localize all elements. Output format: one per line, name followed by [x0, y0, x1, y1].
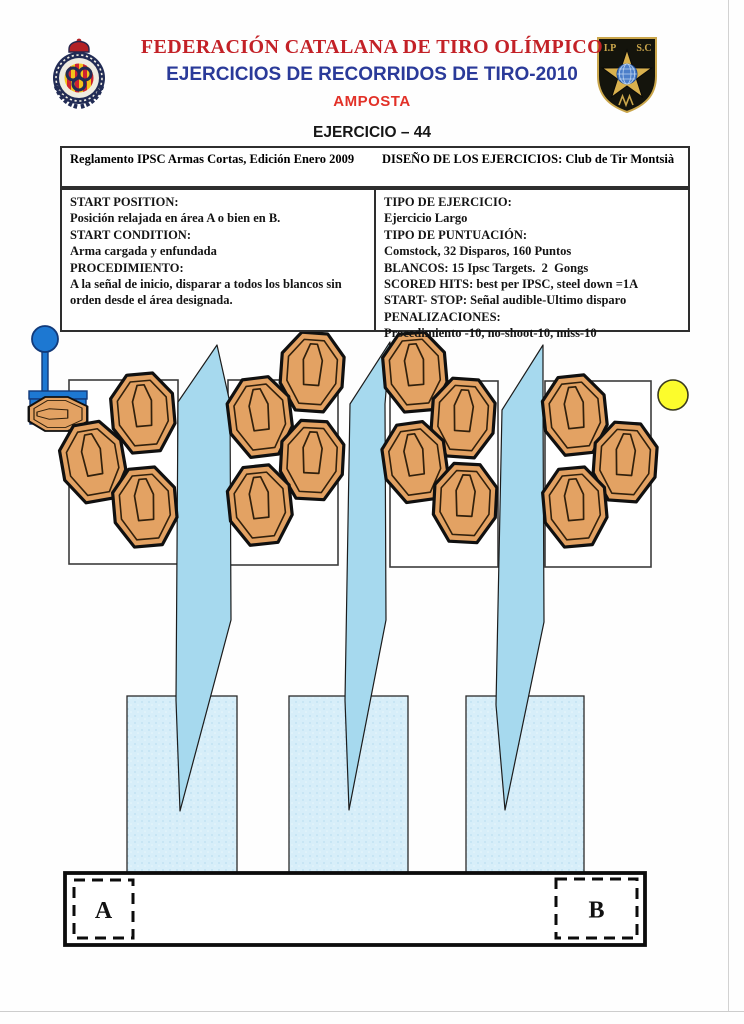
barrier-pillar [466, 696, 584, 873]
info-text-line: Ejercicio Largo [384, 211, 468, 226]
info-text-line: TIPO DE EJERCICIO: [384, 195, 512, 209]
start-area-label-B: B [588, 897, 605, 924]
scan-edge-bottom [0, 1011, 744, 1012]
regulation-box [60, 146, 690, 188]
info-text-line: START- STOP: Señal audible-Ultimo disparo [384, 293, 627, 308]
gong-stand-stem [42, 350, 48, 394]
info-text-line: SCORED HITS: best per IPSC, steel down =1A [384, 277, 639, 292]
designer-text: DISEÑO DE LOS EJERCICIOS: Club de Tir Montsià [382, 152, 675, 166]
scan-edge-right [728, 0, 729, 1012]
info-text-line: START CONDITION: [70, 227, 191, 242]
regulation-text: Reglamento IPSC Armas Cortas, Edición Enero 2009 [70, 152, 355, 166]
info-text-line: Comstock, 32 Disparos, 160 Puntos [384, 244, 572, 259]
federacio-catalana-emblem [47, 28, 111, 112]
stage-details-box [60, 188, 690, 341]
info-text-line: Posición relajada en área A o bien en B. [70, 211, 281, 226]
start-details-column [70, 194, 370, 309]
ipsc-letters-left: I.P [603, 43, 617, 54]
info-text-line: PROCEDIMIENTO: [70, 260, 184, 275]
info-text-line: orden desde el área designada. [70, 293, 233, 308]
exercise-title: EJERCICIO – 44 [312, 124, 432, 141]
info-text-line: START POSITION: [70, 195, 179, 209]
start-area-label-A: A [94, 898, 113, 924]
steel-gong-yellow [658, 380, 688, 410]
steel-gong-blue [32, 326, 58, 352]
info-text-line: BLANCOS: 15 Ipsc Targets. 2 Gongs [384, 260, 589, 275]
crown-icon [69, 42, 89, 53]
info-text-line: A la señal de inicio, disparar a todos los blancos sin [70, 277, 342, 292]
scoring-details-column [384, 194, 682, 342]
ipsc-letters-right: S.C [636, 43, 652, 54]
info-text-line: Procedimiento -10, no-shoot-10, miss-10 [384, 326, 597, 341]
shooting-area-base [65, 873, 645, 945]
federation-title: FEDERACIÓN CATALANA DE TIRO OLÍMPICO [140, 36, 604, 58]
info-text-line: PENALIZACIONES: [384, 309, 501, 324]
location-title: AMPOSTA [333, 93, 411, 110]
info-text-line: Arma cargada y enfundada [70, 244, 217, 259]
column-divider [374, 190, 376, 330]
info-text-line: TIPO DE PUNTUACIÓN: [384, 227, 528, 242]
series-title: EJERCICIOS DE RECORRIDOS DE TIRO-2010 [166, 64, 578, 85]
